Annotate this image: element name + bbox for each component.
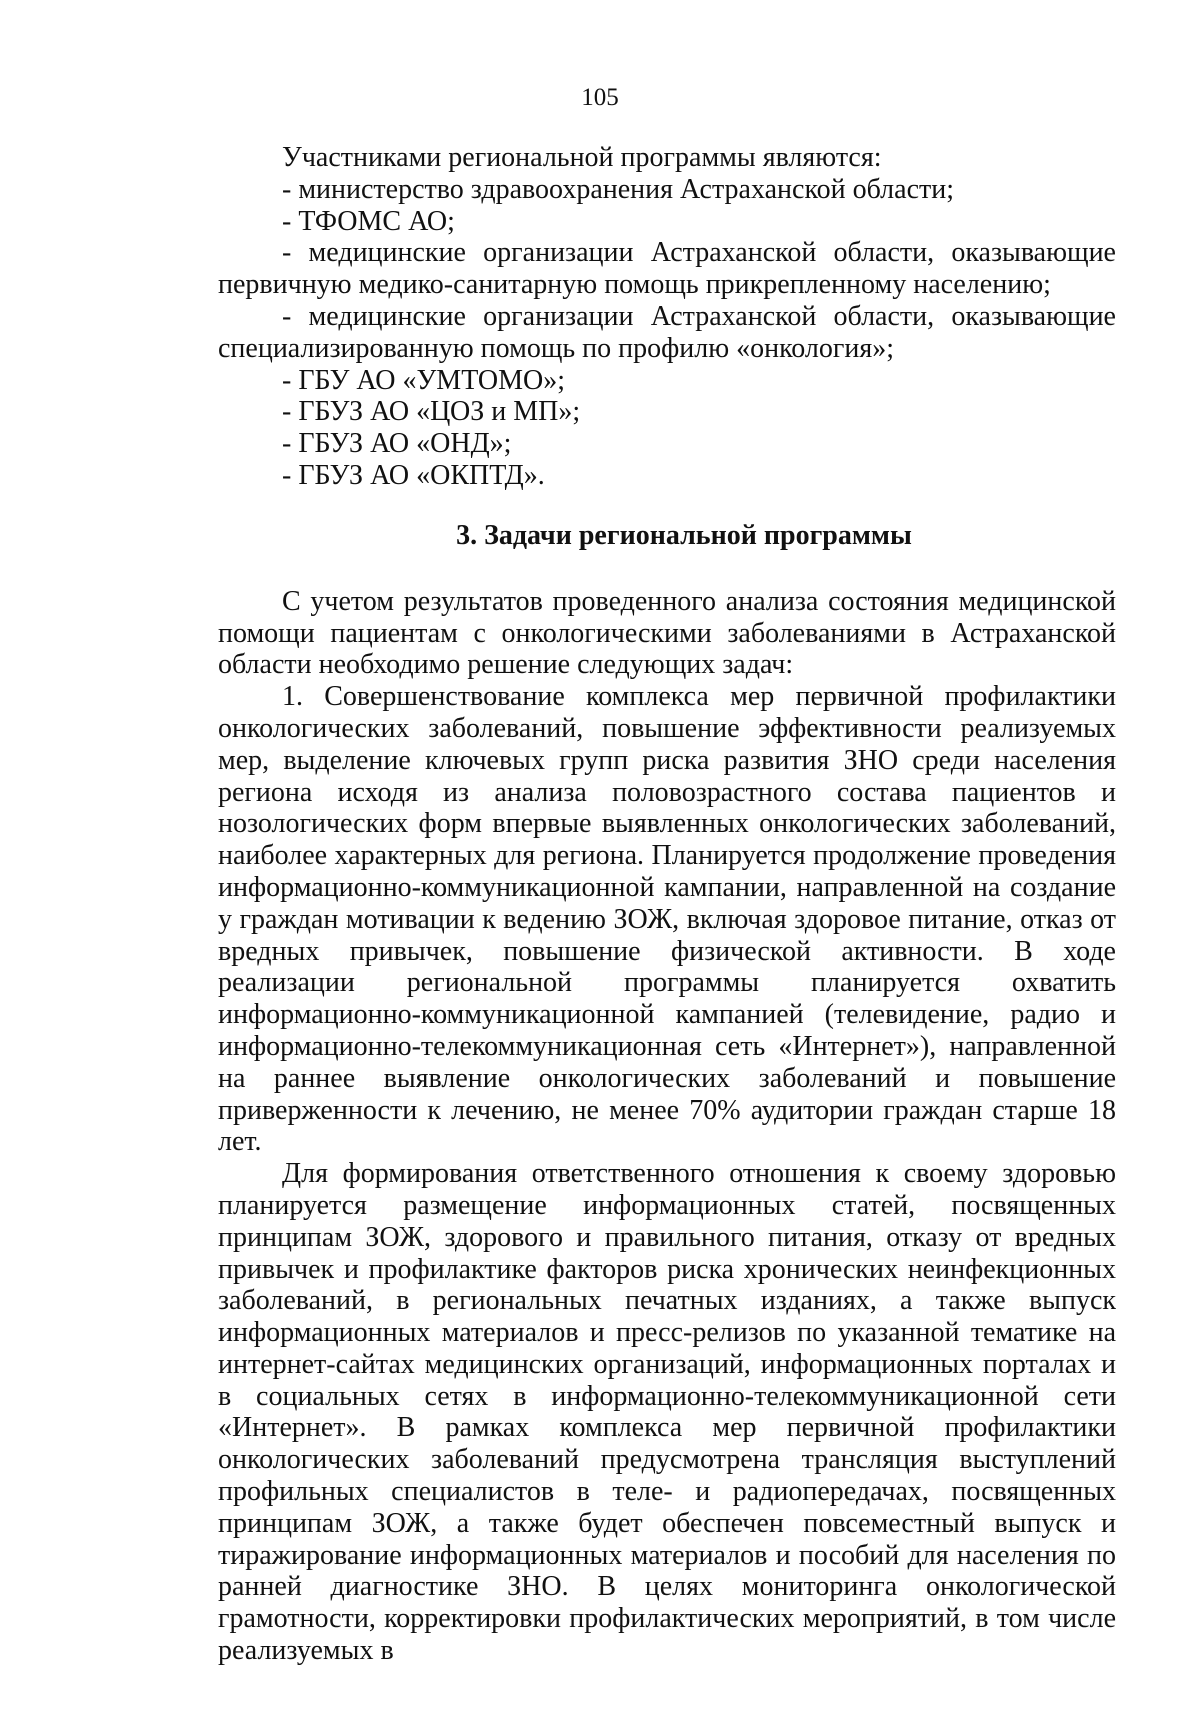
list-item: - министерство здравоохранения Астраханской области; xyxy=(282,173,954,205)
page-number: 105 xyxy=(581,84,619,111)
body-paragraph: 1. Совершенствование комплекса мер первичной профилактики онкологических заболеваний, повышение эффективности реализуемых мер, выделение ключевых групп риска развития ЗНО среди населения региона исходя из анализа половозрастного состава пациентов и нозологических форм впервые выявленных онкологических заболеваний, наиболее характерных для региона. Планируется продолжение проведения информационно-коммуникационной кампании, направленной на создание у граждан мотивации к ведению ЗОЖ, включая здоровое питание, отказ от вредных привычек, повышение физической активности. В ходе реализации региональной программы планируется охватить информационно-коммуникационной кампанией (телевидение, радио и информационно-телекоммуникационная сеть «Интернет»), направленной на раннее выявление онкологических заболеваний и повышение приверженности к лечению, не менее 70% аудитории граждан старше 18 лет. xyxy=(218,681,1116,1158)
participants-intro: Участниками региональной программы являются: xyxy=(282,142,882,173)
list-item: - медицинские организации Астраханской области, оказывающие специализированную помощь по профилю «онкология»; xyxy=(218,300,1116,364)
section-title: 3. Задачи региональной программы xyxy=(456,519,912,551)
list-item: - ТФОМС АО; xyxy=(282,205,455,237)
body-paragraph: Для формирования ответственного отношения к своему здоровью планируется размещение информационных статей, посвященных принципам ЗОЖ, здорового и правильного питания, отказу от вредных привычек и профилактике факторов риска хронических неинфекционных заболеваний, в региональных печатных изданиях, а также выпуск информационных материалов и пресс-релизов по указанной тематике на интернет-сайтах медицинских организаций, информационных порталах и в социальных сетях в информационно-телекоммуникационной сети «Интернет». В рамках комплекса мер первичной профилактики онкологических заболеваний предусмотрена трансляция выступлений профильных специалистов в теле- и радиопередачах, посвященных принципам ЗОЖ, а также будет обеспечен повсеместный выпуск и тиражирование информационных материалов и пособий для населения по ранней диагностике ЗНО. В целях мониторинга онкологической грамотности, корректировки профилактических мероприятий, в том числе реализуемых в xyxy=(218,1158,1116,1667)
list-item: - ГБУЗ АО «ОКПТД». xyxy=(282,459,545,491)
page-content xyxy=(218,142,1116,1667)
list-item: - ГБУЗ АО «ОНД»; xyxy=(282,428,512,460)
list-item: - ГБУ АО «УМТОМО»; xyxy=(282,364,566,396)
body-paragraph: С учетом результатов проведенного анализа состояния медицинской помощи пациентам с онкологическими заболеваниями в Астраханской области необходимо решение следующих задач: xyxy=(218,585,1116,681)
list-item: - медицинские организации Астраханской области, оказывающие первичную медико-санитарную помощь прикрепленному населению; xyxy=(218,237,1116,301)
participants-list xyxy=(218,174,1116,492)
list-item: - ГБУЗ АО «ЦОЗ и МП»; xyxy=(282,396,581,428)
